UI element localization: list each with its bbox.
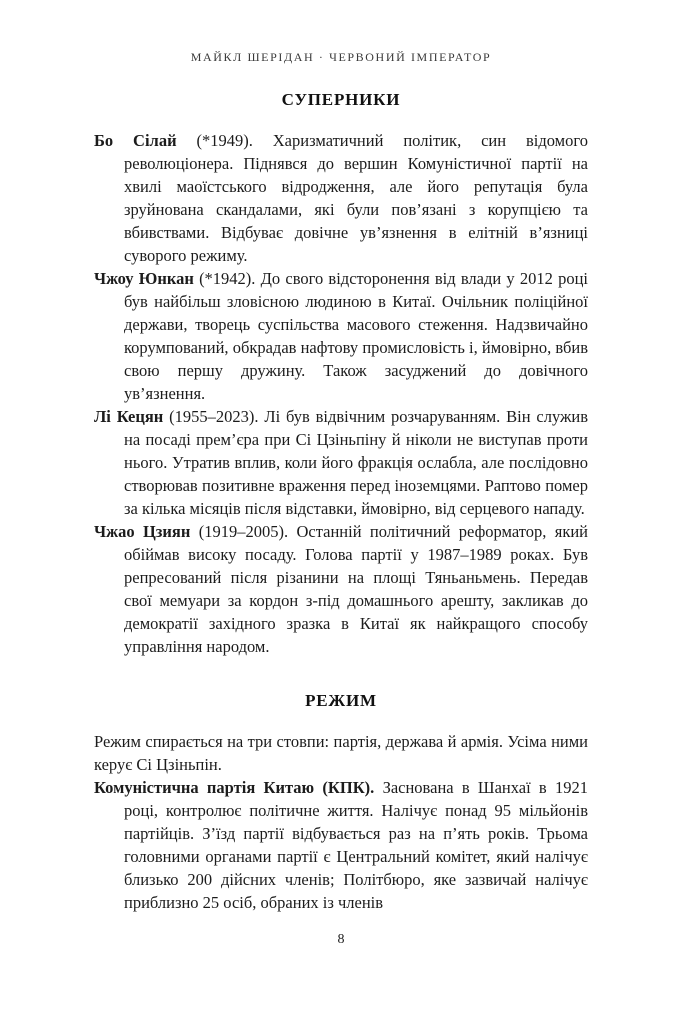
entry-text: Харизматичний політик, син відомого революціонера. Піднявся до вершин Комуністичної партії на хвилі маоїстського відродження, але його репутація була зруйнована скандалами, які були пов’язані з корупцією та вбивствами. Відбуває довічне ув’язнення в елітній в’язниці суворого режиму. <box>124 131 588 265</box>
entry-text: Останній політичний реформатор, який обіймав високу посаду. Голова партії у 1987–1989 роках. Був репресований після різанини на площі Тяньаньмень. Передав свої мемуари за кордон з-під домашнього арешту, закликав до демократії західного зразка в Китаї як найкращого способу управління народом. <box>124 522 588 656</box>
section-heading-regime: РЕЖИМ <box>305 691 377 710</box>
entry-dates: (*1949). <box>196 131 253 150</box>
rivals-entries <box>94 129 588 658</box>
regime-intro-paragraph: Режим спирається на три стовпи: партія, держава й армія. Усіма ними керує Сі Цзіньпін. <box>94 732 588 774</box>
entry-dates: (1919–2005). <box>198 522 289 541</box>
glossary-entry-li-ketsian <box>94 405 588 520</box>
regime-entries <box>94 776 588 914</box>
entry-term: Чжоу Юнкан <box>94 269 194 288</box>
entry-term: Бо Сілай <box>94 131 177 150</box>
glossary-entry-chzhao-tsziyan <box>94 520 588 658</box>
entry-text: Лі був відвічним розчаруванням. Він служив на посаді прем’єра при Сі Цзіньпіну й ніколи не виступав проти нього. Утратив вплив, коли його фракція ослабла, але послідовно створював позитивне враження перед іноземцями. Раптово помер за кілька місяців після відставки, ймовірно, від серцевого нападу. <box>124 407 589 518</box>
glossary-entry-bo-silai <box>94 129 588 267</box>
glossary-entry-chzhou-yunkan <box>94 267 588 405</box>
entry-term: Лі Кецян <box>94 407 164 426</box>
entry-text: До свого відсторонення від влади у 2012 році був найбільш зловісною людиною в Китаї. Очільник поліційної держави, творець суспільства масового стеження. Надзвичайно корумпований, обкрадав нафтову промисловість і, ймовірно, вбив свою першу дружину. Також засуджений до довічного ув’язнення. <box>124 269 589 403</box>
running-header: МАЙКЛ ШЕРІДАН · ЧЕРВОНИЙ ІМПЕРАТОР <box>190 50 492 64</box>
glossary-entry-kpk <box>94 776 588 914</box>
page-number: 8 <box>337 932 345 947</box>
entry-term: Комуністична партія Китаю (КПК). <box>94 778 375 797</box>
entry-text: Заснована в Шанхаї в 1921 році, контролює політичне життя. Налічує понад 95 мільйонів партійців. З’їзд партії відбувається раз на п’ять років. Трьома головними органами партії є Центральний комітет, який налічує близько 200 дійсних членів; Політбюро, яке зазвичай налічує приблизно 25 осіб, обраних із членів <box>124 778 588 912</box>
entry-dates: (1955–2023). <box>169 407 259 426</box>
entry-term: Чжао Цзиян <box>94 522 191 541</box>
section-heading-rivals: СУПЕРНИКИ <box>281 90 401 109</box>
entry-dates: (*1942). <box>199 269 256 288</box>
